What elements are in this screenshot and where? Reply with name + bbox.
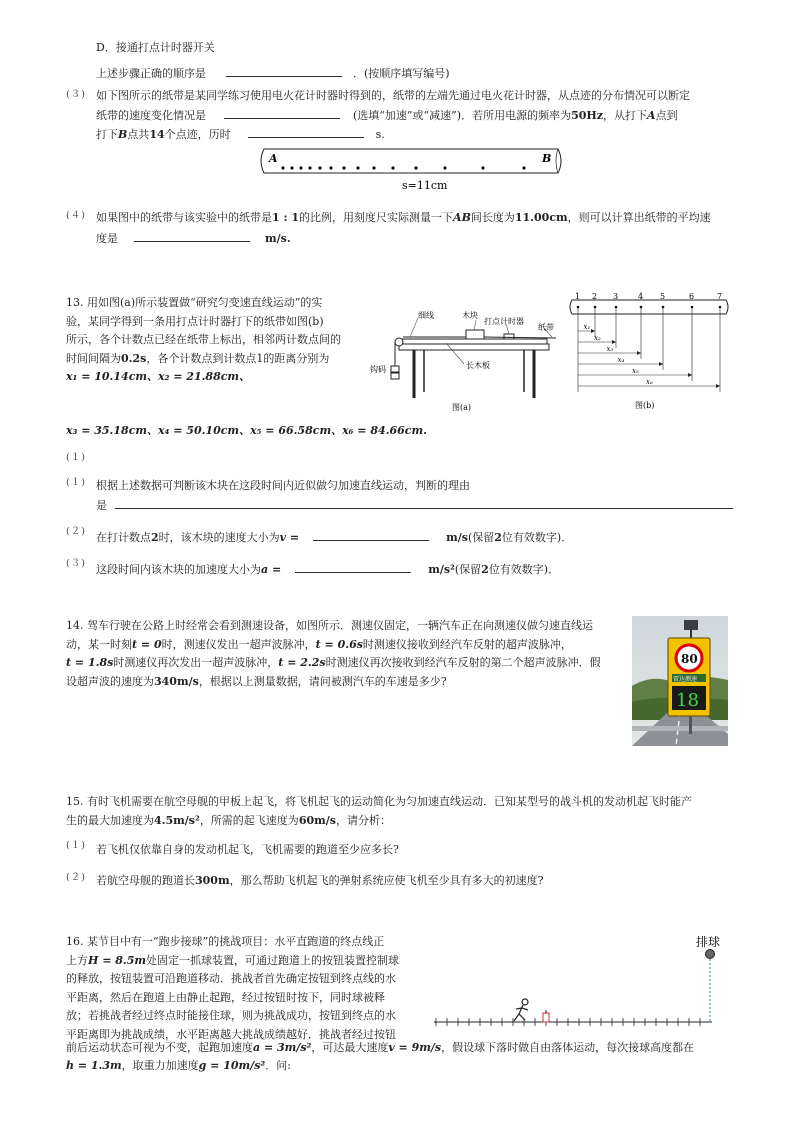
q13-s2-line: 在打计数点2时，该木块的速度大小为v = m/s(保留2位有效数字)． xyxy=(96,531,573,544)
order-prefix: 上述步骤正确的顺序是 xyxy=(96,67,206,80)
q13-text: 13. 用如图(a)所示装置做“研究匀变速直线运动”的实 验，某同学得到一条用打点计时器打下的纸带如图(b) 所示，各个计数点已经在纸带上标出，相邻两计数点间的 时间间隔为0.2s，各个计数点到计数点1的距离分别为 x₁ = 10.14cm、x₂ = 21.88cm、 xyxy=(66,296,341,383)
q15-text: 15. 有时飞机需要在航空母舰的甲板上起飞，将飞机起飞的运动简化为匀加速直线运动．已知某型号的战斗机的发动机起飞时能产 生的最大加速度为4.5m/s²，所需的起飞速度为60m/s，请分析： xyxy=(66,795,692,827)
figure-a-caption: 图(a) xyxy=(452,403,472,412)
q13-sub-header: (１) xyxy=(66,452,86,463)
order-line xyxy=(96,65,450,81)
tape-dot xyxy=(318,166,321,169)
q12-part3-line1: 如下图所示的纸带是某同学练习使用电火花计时器时得到的，纸带的左端先通过电火花计时器，从点迹的分布情况可以断定 xyxy=(96,89,690,102)
count-point-label: 2 xyxy=(592,292,598,301)
tape-dot xyxy=(281,166,284,169)
q15-s1: 若飞机仅依靠自身的发动机起飞，飞机需要的跑道至少应多长? xyxy=(96,843,399,856)
tape-dot xyxy=(414,166,417,169)
order-answer-blank[interactable] xyxy=(226,65,342,77)
distance-label: x₁ xyxy=(583,323,591,331)
tape-dot xyxy=(299,166,302,169)
q14-text: 14. 驾车行驶在公路上时经常会看到测速设备，如图所示．测速仪固定，一辆汽车正在向测速仪做匀速直线运 动，某一时刻t = 0时，测速仪发出一超声波脉冲，t = 0.6s时测速仪接收到经汽车反射的超声波脉冲， t = 1.8s时测速仪再次发出一超声波脉冲，t = 2.2s时测速仪再次接收到经汽车反射的第二个超声波脉冲．假 设超声波的速度为340m/s，根据以上测量数据，请问被测汽车的车速是多少? xyxy=(66,619,601,688)
tape-dot xyxy=(329,166,332,169)
q13-s1-line1: 根据上述数据可判断该木块在这段时间内近似做匀加速直线运动，判断的理由 xyxy=(96,479,470,492)
radar-sign-text: 雷达测速 xyxy=(673,676,698,683)
count-point-label: 7 xyxy=(717,292,723,301)
figure-a-apparatus xyxy=(366,306,562,416)
label-timer: 打点计时器 xyxy=(484,317,524,326)
tape-dot xyxy=(391,166,394,169)
count-point-label: 5 xyxy=(660,292,666,301)
figure-b-caption: 图(b) xyxy=(635,401,655,410)
paper-tape-figure xyxy=(258,146,570,196)
speed-display-digits: 18 xyxy=(676,690,699,711)
tape-label-b: B xyxy=(542,152,552,165)
item-d: D．接通打点计时器开关 xyxy=(96,41,215,54)
q13-s3-number: (３) xyxy=(66,558,86,569)
figure-b-tape xyxy=(568,292,734,416)
label-board: 长木板 xyxy=(466,361,490,370)
elapsed-time-blank[interactable] xyxy=(248,126,364,138)
distance-label: x₃ xyxy=(606,345,614,353)
q12-part4-line1: 如果图中的纸带与该实验中的纸带是1 : 1的比例，用刻度尺实际测量一下AB间长度为11.00cm，则可以计算出纸带的平均速 xyxy=(96,211,711,224)
tape-label-a: A xyxy=(269,152,278,165)
tape-dot xyxy=(308,166,311,169)
label-weight: 钩码 xyxy=(370,365,386,374)
reason-blank[interactable] xyxy=(115,497,733,509)
tape-dot xyxy=(356,166,359,169)
q13-s1-number: (１) xyxy=(66,477,86,488)
q13-distances-line: x₃ = 35.18cm、x₄ = 50.10cm、x₅ = 66.58cm、x₆ = 84.66cm. xyxy=(66,424,427,437)
q15-s1-number: (１) xyxy=(66,840,86,851)
q15-s2-number: (２) xyxy=(66,872,86,883)
q13-s1-line2: 是 xyxy=(96,497,733,513)
count-point-label: 6 xyxy=(689,292,695,301)
label-block: 木块 xyxy=(462,311,478,320)
q12-part3-number: (３) xyxy=(66,89,86,100)
q13-s2-number: (２) xyxy=(66,526,86,537)
q12-part4-number: (４) xyxy=(66,210,86,221)
run-and-catch-figure xyxy=(428,930,728,1034)
q16-line8: h = 1.3m，取重力加速度g = 10m/s²．问: xyxy=(66,1059,291,1072)
q16-line7: 前后运动状态可视为不变，起跑加速度a = 3m/s²，可达最大速度v = 9m/s，假设球下落时做自由落体运动，每次接球高度都在 xyxy=(66,1041,695,1054)
volleyball-label: 排球 xyxy=(696,935,721,949)
velocity-change-blank[interactable] xyxy=(224,107,340,119)
label-tape: 纸带 xyxy=(538,323,554,332)
acceleration-blank[interactable] xyxy=(295,561,411,573)
q12-part3-line2: 纸带的速度变化情况是 (选填“加速”或“减速”)．若所用电源的频率为50Hz，从打下A点到 xyxy=(96,109,678,122)
average-speed-blank[interactable] xyxy=(134,230,250,242)
speed-camera-photo xyxy=(632,616,728,746)
q12-part4-line2: 度是 m/s. xyxy=(96,232,291,245)
tape-dot xyxy=(290,166,293,169)
tape-dot xyxy=(522,166,525,169)
count-point-label: 4 xyxy=(638,292,644,301)
distance-label: x₅ xyxy=(632,367,639,375)
q13-s3-line: 这段时间内该木块的加速度大小为a = m/s²(保留2位有效数字)． xyxy=(96,563,560,576)
label-thread: 细线 xyxy=(418,311,434,320)
distance-label: x₄ xyxy=(617,356,625,364)
tape-dot xyxy=(443,166,446,169)
distance-label: x₂ xyxy=(594,334,601,342)
tape-length-label: s=11cm xyxy=(402,179,448,192)
button-device-icon xyxy=(543,1013,549,1022)
q12-part3-line3: 打下B点共14个点迹，历时 s. xyxy=(96,128,385,141)
order-suffix: ．(按顺序填写编号) xyxy=(353,67,450,80)
distance-label: x₆ xyxy=(646,378,653,386)
runner-icon xyxy=(514,999,528,1021)
count-point-label: 1 xyxy=(575,292,581,301)
velocity-blank[interactable] xyxy=(313,529,429,541)
q16-text: 16. 某节目中有一“跑步接球”的挑战项目：水平直跑道的终点线正 上方H = 8.5m处固定一抓球装置，可通过跑道上的按钮装置控制球 的释放，按钮装置可沿跑道移动．挑战者首先确定按钮到终点线的水 平距离，然后在跑道上由静止起跑，经过按钮时按下，同时球被释 放；若挑战者经过终点时能接住球，则为挑战成功，按钮到终点的水 平距离即为挑战成绩，水平距离越大挑战成绩越好．挑战者经过按钮 xyxy=(66,935,400,1041)
tape-dot xyxy=(372,166,375,169)
tape-dot xyxy=(342,166,345,169)
q15-s2: 若航空母舰的跑道长300m，那么帮助飞机起飞的弹射系统应使飞机至少具有多大的初速度? xyxy=(96,874,544,887)
count-point-label: 3 xyxy=(613,292,619,301)
speed-limit-number: 80 xyxy=(681,652,698,666)
tape-dot xyxy=(481,166,484,169)
